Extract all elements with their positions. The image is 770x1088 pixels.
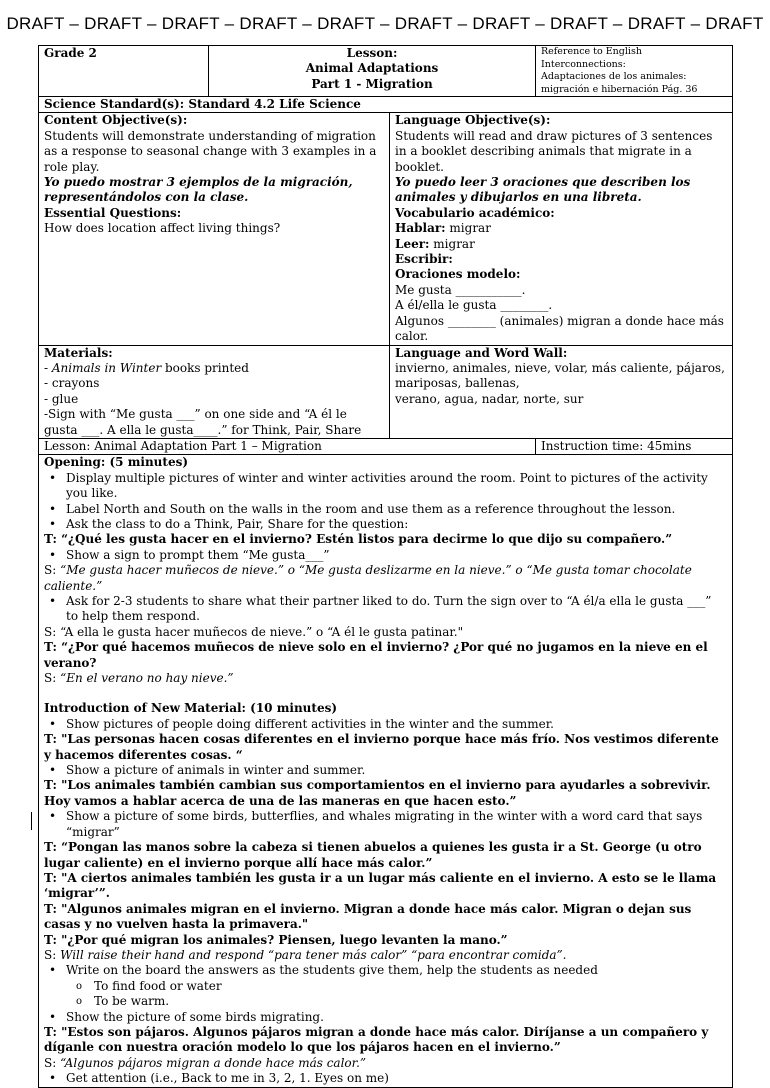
teacher-line: T: “Pongan las manos sobre la cabeza si tienen abuelos a quienes les gusta ir a St. George (u otro lugar caliente) en el invierno porque allí hace más calor.” xyxy=(44,840,702,870)
teacher-line: T: "Los animales también cambian sus comportamientos en el invierno para ayudarles a sobrevivir. Hoy vamos a hablar acerca de una de las maneras en que hacen esto.” xyxy=(44,778,711,808)
teacher-line: T: "A ciertos animales también les gusta ir a un lugar más caliente en el invierno. A esto se le llama ‘migrar’”. xyxy=(44,870,717,901)
reference-line-1: Reference to English Interconnections: xyxy=(541,46,642,70)
materials-item-1: - Animals in Winter books printed xyxy=(44,360,249,375)
content-objective-cell xyxy=(39,113,390,345)
student-line: S: Will raise their hand and respond “para tener más calor” “para encontrar comida”. xyxy=(44,947,567,962)
essential-questions-heading: Essential Questions: xyxy=(44,205,182,220)
materials-heading: Materials: xyxy=(44,345,113,360)
reference-line-2: Adaptaciones de los animales: migración e hibernación Pág. 36 xyxy=(541,71,698,95)
instruction-time: Instruction time: 45mins xyxy=(536,438,733,454)
sub-list-item: o To be warm. xyxy=(94,994,727,1009)
procedure-cell xyxy=(39,455,733,1087)
margin-mark xyxy=(31,812,32,830)
list-item: • Show pictures of people doing different activities in the winter and the summer. xyxy=(66,717,727,732)
lesson-cell xyxy=(209,46,536,97)
lesson-plan-table xyxy=(38,45,733,1088)
materials-cell xyxy=(39,345,390,438)
teacher-line: T: "¿Por qué migran los animales? Piensen, luego levanten la mano.” xyxy=(44,932,508,947)
header-row xyxy=(39,46,733,97)
student-line: S: “A ella le gusta hacer muñecos de nieve.” o “A él le gusta patinar." xyxy=(44,624,464,639)
lesson-title: Animal Adaptations xyxy=(305,61,439,76)
oracion-1: Me gusta ___________. xyxy=(395,282,526,297)
word-wall-heading: Language and Word Wall: xyxy=(395,345,568,360)
list-item: • Show the picture of some birds migrating. xyxy=(66,1010,727,1025)
oracion-2: A él/ella le gusta ________. xyxy=(395,298,553,313)
list-item: • Ask for 2-3 students to share what their partner liked to do. Turn the sign over to “A él/a ella le gusta ___” to help them respond. xyxy=(66,594,727,625)
science-standard: Science Standard(s): Standard 4.2 Life Science xyxy=(39,97,733,113)
teacher-line: T: "Estos son pájaros. Algunos pájaros migran a donde hace más calor. Diríjanse a un compañero y díganle con nuestra oración modelo lo que los pájaros hacen en el invierno.” xyxy=(44,1024,709,1055)
vocab-hablar: Hablar: migrar xyxy=(395,221,491,236)
language-objective-spanish: Yo puedo leer 3 oraciones que describen los animales y dibujarlos en una libreta. xyxy=(395,175,691,205)
student-line: S: “Algunos pájaros migran a donde hace más calor.” xyxy=(44,1055,367,1070)
procedure-row xyxy=(39,455,733,1087)
lesson-bar-title: Lesson: Animal Adaptation Part 1 – Migration xyxy=(39,438,536,454)
teacher-line: T: "Las personas hacen cosas diferentes en el invierno porque hace más frío. Nos vestimos diferente y hacemos diferentes cosas. “ xyxy=(44,732,719,762)
teacher-line: T: "Algunos animales migran en el invierno. Migran a donde hace más calor. Migran o dejan sus casas y no vuelven hasta la primavera." xyxy=(44,901,692,932)
materials-item-3: - glue xyxy=(44,391,79,406)
standard-row xyxy=(39,97,733,113)
materials-row xyxy=(39,345,733,438)
draft-watermark: DRAFT – DRAFT – DRAFT – DRAFT – DRAFT – DRAFT – DRAFT – DRAFT – DRAFT – DRAFT xyxy=(6,14,764,33)
list-item: • Display multiple pictures of winter and winter activities around the room. Point to pictures of the activity you like. xyxy=(66,471,727,502)
word-wall-line-1: invierno, animales, nieve, volar, más caliente, pájaros, mariposas, ballenas, xyxy=(395,360,725,391)
teacher-line: T: “¿Qué les gusta hacer en el invierno? Estén listos para decirme lo que dijo su compañero.” xyxy=(44,532,673,547)
student-line: S: “En el verano no hay nieve.” xyxy=(44,671,234,686)
list-item: • Show a picture of animals in winter and summer. xyxy=(66,763,727,778)
teacher-line: T: “¿Por qué hacemos muñecos de nieve solo en el invierno? ¿Por qué no jugamos en la nieve en el verano? xyxy=(44,640,708,670)
word-wall-cell xyxy=(390,345,733,438)
lesson-bar-row xyxy=(39,438,733,454)
sub-list-item: o To find food or water xyxy=(94,979,727,994)
list-item: • Show a sign to prompt them “Me gusta___” xyxy=(66,548,727,563)
content-objective-text: Students will demonstrate understanding of migration as a response to seasonal change with 3 examples in a role play. xyxy=(44,128,377,174)
intro-heading: Introduction of New Material: (10 minutes) xyxy=(44,701,338,716)
oraciones-heading: Oraciones modelo: xyxy=(395,267,521,282)
list-item: • Ask the class to do a Think, Pair, Share for the question: xyxy=(66,517,727,532)
list-item: • Get attention (i.e., Back to me in 3, 2, 1. Eyes on me) xyxy=(66,1071,727,1086)
grade: Grade 2 xyxy=(44,46,97,60)
language-objective-heading: Language Objective(s): xyxy=(395,113,551,128)
content-objective-heading: Content Objective(s): xyxy=(44,113,188,128)
objectives-row xyxy=(39,113,733,345)
oracion-3: Algunos ________ (animales) migran a donde hace más calor. xyxy=(395,313,724,344)
content-objective-spanish: Yo puedo mostrar 3 ejemplos de la migración, representándolos con la clase. xyxy=(44,175,353,205)
list-item: • Write on the board the answers as the students give them, help the students as needed xyxy=(66,963,727,978)
vocab-leer: Leer: migrar xyxy=(395,236,475,251)
opening-heading: Opening: (5 minutes) xyxy=(44,455,189,470)
lesson-label: Lesson: xyxy=(346,46,398,60)
vocab-heading: Vocabulario académico: xyxy=(395,205,555,220)
lesson-part: Part 1 - Migration xyxy=(311,76,433,91)
materials-item-2: - crayons xyxy=(44,376,100,391)
word-wall-line-2: verano, agua, nadar, norte, sur xyxy=(395,391,584,406)
vocab-escribir: Escribir: xyxy=(395,252,453,267)
language-objective-text: Students will read and draw pictures of 3 sentences in a booklet describing animals that migrate in a booklet. xyxy=(395,128,713,174)
reference-cell xyxy=(536,46,733,97)
materials-item-4: -Sign with “Me gusta ___” on one side and “A él le gusta ___. A ella le gusta____.” for Think, Pair, Share xyxy=(44,407,362,437)
student-line: S: “Me gusta hacer muñecos de nieve.” o “Me gusta deslizarme en la nieve.” o “Me gusta tomar chocolate caliente.” xyxy=(44,563,692,593)
language-objective-cell xyxy=(390,113,733,345)
list-item: • Label North and South on the walls in the room and use them as a reference throughout the lesson. xyxy=(66,502,727,517)
list-item: • Show a picture of some birds, butterflies, and whales migrating in the winter with a word card that says “migrar” xyxy=(66,809,727,840)
essential-questions-text: How does location affect living things? xyxy=(44,221,281,236)
grade-cell xyxy=(39,46,209,97)
